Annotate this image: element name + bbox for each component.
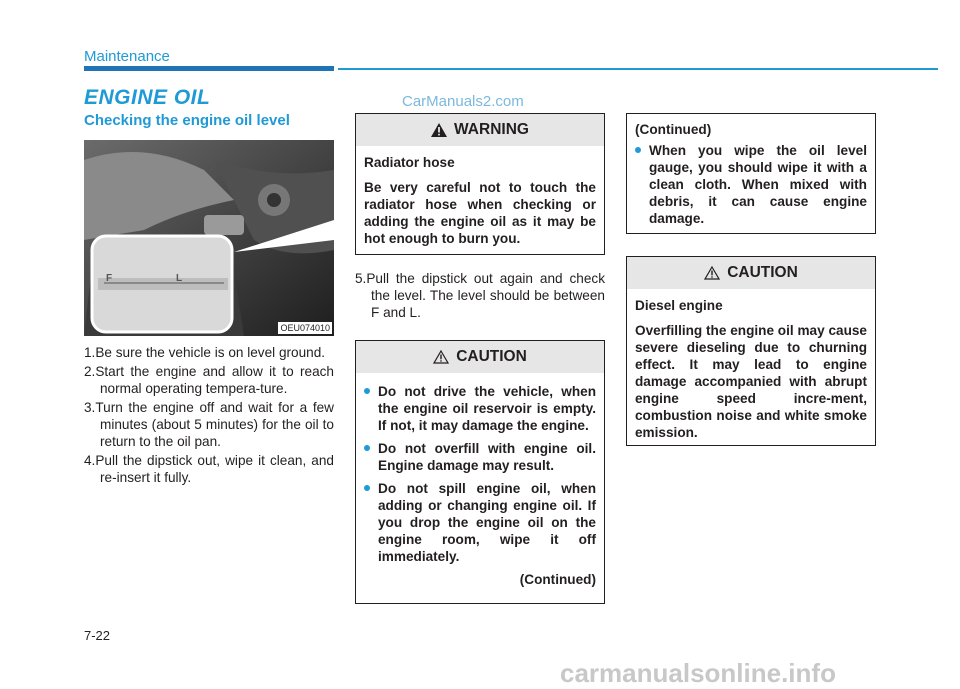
bullet-icon: [635, 147, 641, 153]
section-label: Maintenance: [84, 48, 170, 65]
continued-box: [626, 113, 876, 234]
header-rule-dark: [84, 66, 334, 71]
list-item: 2.Start the engine and allow it to reach normal operating tempera-ture.: [84, 364, 334, 396]
bullet-icon: [364, 485, 370, 491]
page-title: ENGINE OIL: [84, 86, 211, 109]
continued-heading: (Continued): [635, 122, 712, 137]
figure-code: OEU074010: [280, 323, 330, 333]
caution-header: [627, 257, 875, 289]
warning-label: WARNING: [454, 121, 529, 138]
caution-label: CAUTION: [727, 264, 798, 281]
warning-icon: [431, 123, 447, 137]
warning-heading: Radiator hose: [364, 155, 455, 170]
dipstick-mark-l: L: [176, 273, 183, 284]
engine-photo: [84, 140, 334, 336]
header-rule-light: [338, 68, 938, 70]
list-item: Do not spill engine oil, when adding or changing engine oil. If you drop the engine oil on the engine room, wipe it off immediately.: [364, 480, 596, 565]
caution-text: Overfilling the engine oil may cause severe dieseling due to churning effect. It may lead to engine damage accompanied with abrupt engine speed incre-ment, combustion noise and white smoke emission.: [635, 323, 867, 440]
caution-header: [356, 341, 604, 373]
step-5: 5.Pull the dipstick out again and check the level. The level should be between F and L.: [355, 271, 605, 320]
warning-text: Be very careful not to touch the radiator hose when checking or adding the engine oil as it may be hot enough to burn you.: [364, 180, 596, 246]
list-item: 4.Pull the dipstick out, wipe it clean, and re-insert it fully.: [84, 453, 334, 485]
steps-list: [84, 344, 334, 488]
section-subtitle: Checking the engine oil level: [84, 112, 290, 129]
caution-icon: [433, 350, 449, 364]
bullet-icon: [364, 445, 370, 451]
watermark-top: CarManuals2.com: [402, 93, 524, 110]
caution-label: CAUTION: [456, 348, 527, 365]
caution-box-diesel: [626, 256, 876, 446]
watermark-bottom: carmanualsonline.info: [560, 658, 836, 688]
warning-box: [355, 113, 605, 255]
page-number: 7-22: [84, 628, 111, 643]
list-item: Do not drive the vehicle, when the engine oil reservoir is empty. If not, it may damage the engine.: [364, 383, 596, 434]
continued-note: (Continued): [519, 572, 596, 587]
bullet-icon: [364, 388, 370, 394]
list-item: When you wipe the oil level gauge, you should wipe it with a clean cloth. When mixed with debris, it can cause engine damage.: [635, 142, 867, 227]
list-item: 3.Turn the engine off and wait for a few minutes (about 5 minutes) for the oil to return to the oil pan.: [84, 400, 334, 449]
caution-box-oil: [355, 340, 605, 604]
list-item: 1.Be sure the vehicle is on level ground.: [84, 345, 326, 360]
caution-icon: [704, 266, 720, 280]
dipstick-mark-f: F: [106, 273, 113, 284]
engine-illustration: [84, 140, 334, 336]
caution-heading: Diesel engine: [635, 298, 723, 313]
list-item: Do not overfill with engine oil. Engine damage may result.: [364, 440, 596, 474]
warning-header: [356, 114, 604, 146]
